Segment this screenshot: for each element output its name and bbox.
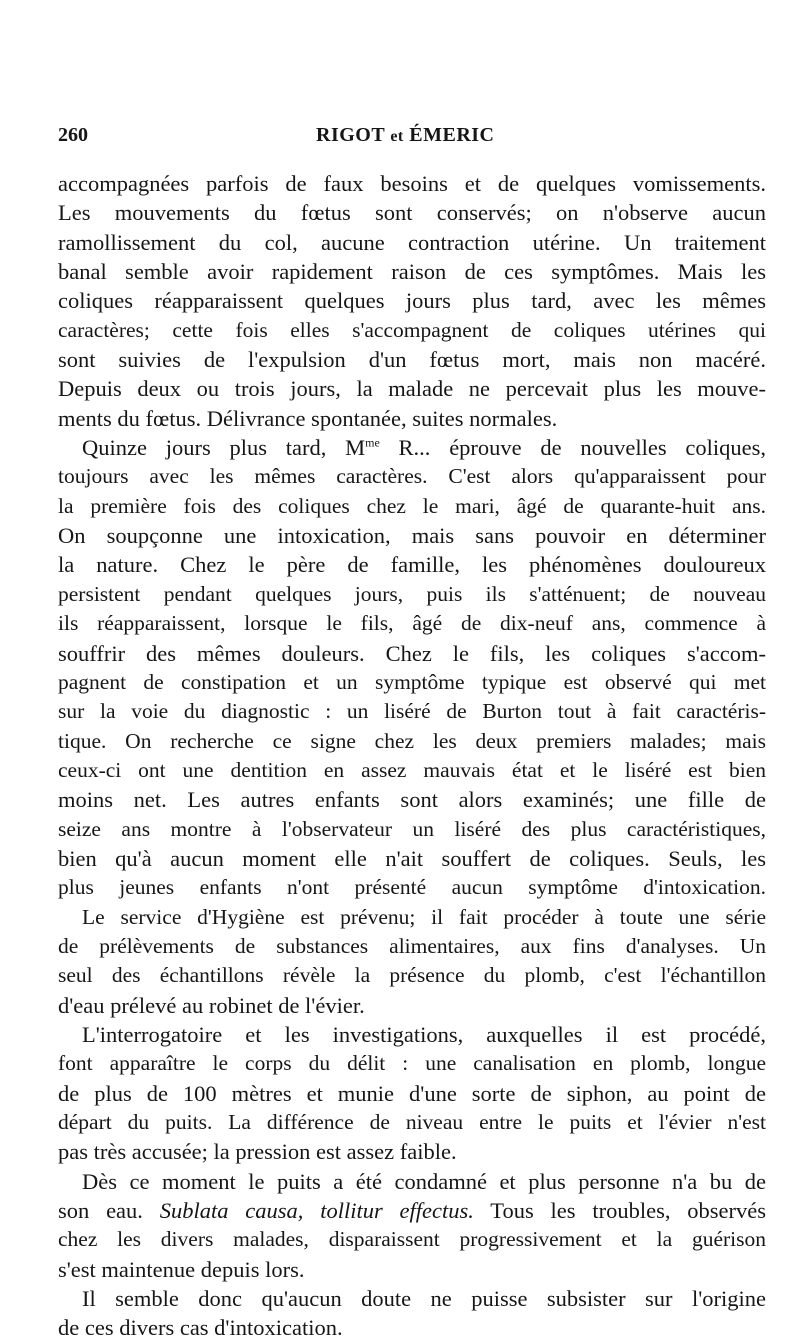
text-line: font apparaître le corps du délit : une canalisation en plomb, longue (58, 1051, 766, 1076)
author-emeric: ÉMERIC (409, 124, 495, 146)
text-line: bien qu'à aucun moment elle n'ait souffert de coliques. Seuls, les (58, 845, 766, 871)
text-line: seul des échantillons révèle la présence du plomb, c'est l'échantillon (58, 963, 766, 988)
text-line: ments du fœtus. Délivrance spontanée, suites normales. (58, 405, 558, 431)
text-line: s'est maintenue depuis lors. (58, 1256, 305, 1282)
text-line: sur la voie du diagnostic : un liséré de Burton tout à fait caractéris- (58, 699, 766, 724)
running-head (58, 124, 758, 154)
text-line: persistent pendant quelques jours, puis ils s'atténuent; de nouveau (58, 581, 766, 606)
line-segment: son eau. (58, 1198, 160, 1224)
text-line: de ces divers cas d'intoxication. (58, 1315, 343, 1341)
body-text (58, 169, 766, 1343)
text-line: la première fois des coliques chez le mari, âgé de quarante-huit ans. (58, 493, 766, 518)
text-line: moins net. Les autres enfants sont alors examinés; une fille de (58, 787, 766, 813)
text-line: Les mouvements du fœtus sont conservés; on n'observe aucun (58, 200, 766, 226)
text-line: coliques réapparaissent quelques jours plus tard, avec les mêmes (58, 288, 766, 314)
text-line-with-italic (58, 1196, 766, 1225)
text-line: Dès ce moment le puits a été condamné et plus personne n'a bu de (82, 1168, 766, 1194)
text-line: d'eau prélevé au robinet de l'évier. (58, 992, 365, 1018)
text-line: Le service d'Hygiène est prévenu; il fait procéder à toute une série (82, 904, 766, 929)
line-segment: Tous les troubles, observés (473, 1198, 767, 1224)
text-line: Depuis deux ou trois jours, la malade ne percevait plus les mouve- (58, 376, 766, 402)
text-line: pagnent de constipation et un symptôme typique est observé qui met (58, 669, 766, 694)
text-line: plus jeunes enfants n'ont présenté aucun symptôme d'intoxication. (58, 875, 766, 900)
text-line-with-superscript (58, 433, 766, 462)
author-conjunction: et (390, 128, 404, 145)
text-line: On soupçonne une intoxication, mais sans pouvoir en déterminer (58, 523, 766, 549)
running-title (316, 124, 495, 147)
text-line: chez les divers malades, disparaissent progressivement et la guérison (58, 1227, 766, 1252)
author-rigot: RIGOT (316, 124, 385, 146)
text-line: de prélèvements de substances alimentaires, aux fins d'analyses. Un (58, 933, 766, 958)
text-line: seize ans montre à l'observateur un liséré des plus caractéristiques, (58, 816, 766, 841)
text-line: ils réapparaissent, lorsque le fils, âgé de dix-neuf ans, commence à (58, 611, 766, 636)
text-line: caractères; cette fois elles s'accompagnent de coliques utérines qui (58, 317, 766, 342)
page-number: 260 (58, 124, 88, 146)
text-line: la nature. Chez le père de famille, les phénomènes douloureux (58, 552, 766, 578)
text-line: de plus de 100 mètres et munie d'une sorte de siphon, au point de (58, 1080, 766, 1106)
text-line: toujours avec les mêmes caractères. C'est alors qu'apparaissent pour (58, 464, 766, 489)
text-line: banal semble avoir rapidement raison de ces symptômes. Mais les (58, 259, 766, 285)
text-line: L'interrogatoire et les investigations, auxquelles il est procédé, (82, 1021, 766, 1047)
text-line: Il semble donc qu'aucun doute ne puisse subsister sur l'origine (82, 1286, 766, 1312)
text-line: ramollissement du col, aucune contraction utérine. Un traitement (58, 229, 766, 255)
line-segment: Quinze jours plus tard, M (82, 435, 366, 461)
text-line: ceux-ci ont une dentition en assez mauvais état et le liséré est bien (58, 757, 766, 782)
text-line: sont suivies de l'expulsion d'un fœtus mort, mais non macéré. (58, 347, 766, 373)
latin-maxim: Sublata causa, tollitur effectus. (159, 1198, 474, 1224)
text-line: départ du puits. La différence de niveau entre le puits et l'évier n'est (58, 1110, 766, 1134)
text-line: tique. On recherche ce signe chez les deux premiers malades; mais (58, 728, 766, 753)
text-line: souffrir des mêmes douleurs. Chez le fils, les coliques s'accom- (58, 640, 766, 666)
superscript-abbreviation: me (365, 435, 380, 450)
text-line: pas très accusée; la pression est assez faible. (58, 1139, 457, 1165)
line-segment: R... éprouve de nouvelles coliques, (379, 435, 766, 461)
text-line: accompagnées parfois de faux besoins et de quelques vomissements. (58, 171, 766, 196)
